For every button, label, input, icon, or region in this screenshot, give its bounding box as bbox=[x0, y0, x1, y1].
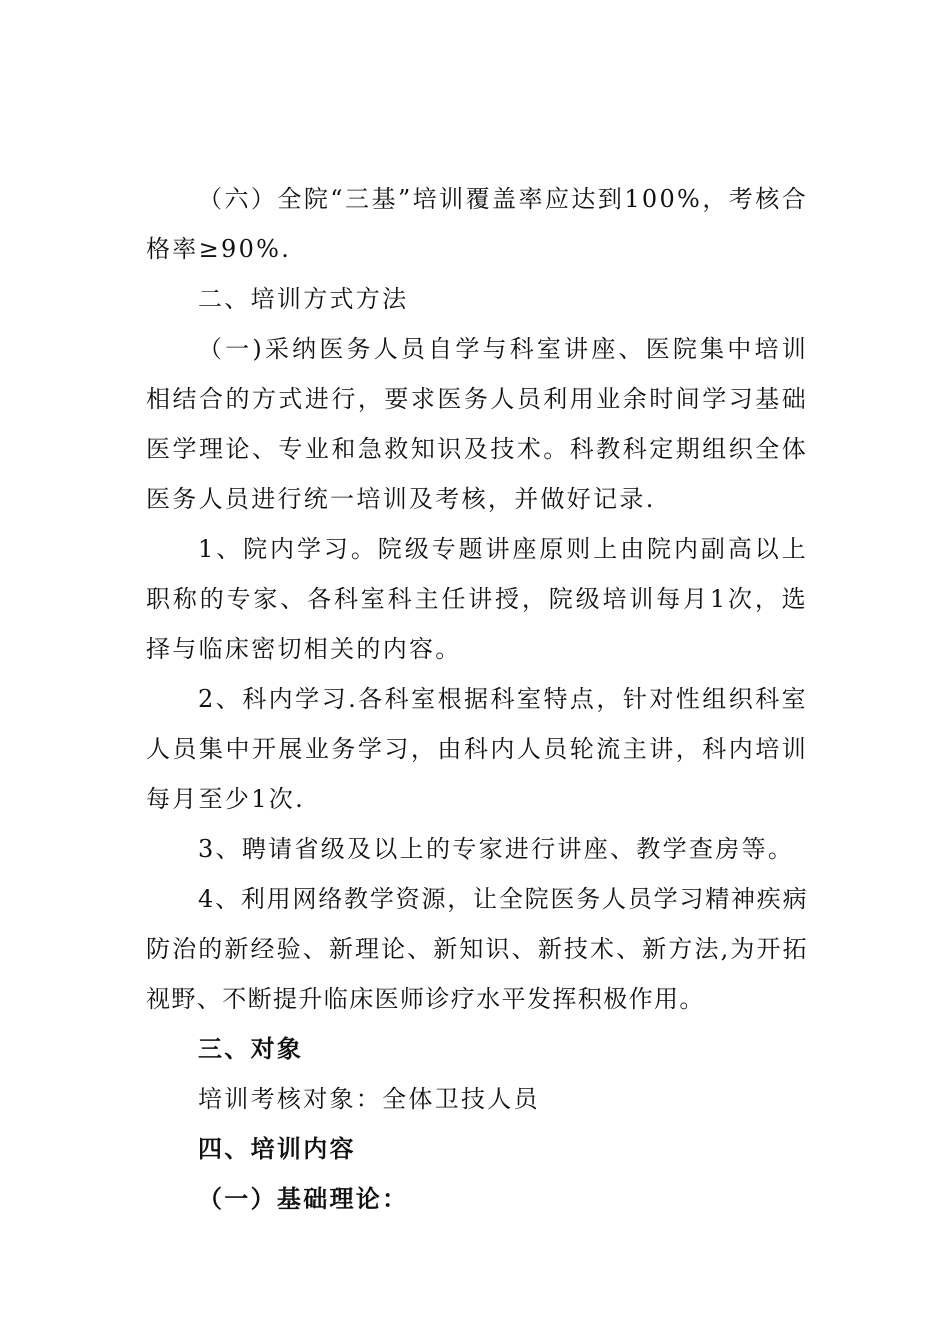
section-three-text: 培训考核对象：全体卫技人员 bbox=[198, 1085, 540, 1113]
document-body bbox=[146, 174, 808, 1224]
section-three-heading: 三、对象 bbox=[198, 1034, 304, 1063]
paragraph-coverage-rate: （六）全院“三基”培训覆盖率应达到100%，考核合格率≥90%. bbox=[146, 185, 808, 263]
paragraph-training-method: （一)采纳医务人员自学与科室讲座、医院集中培训相结合的方式进行，要求医务人员利用业余时间学习基础医学理论、专业和急救知识及技术。科教科定期组织全体医务人员进行统一培训及考核，并做好记录. bbox=[146, 335, 808, 513]
section-two-heading: 二、培训方式方法 bbox=[198, 285, 409, 313]
subsection-basic-theory-heading: （一）基础理论： bbox=[198, 1184, 409, 1213]
paragraph-department-study: 2、科内学习.各科室根据科室特点，针对性组织科室人员集中开展业务学习，由科内人员轮流主讲，科内培训每月至少1次. bbox=[146, 685, 808, 813]
paragraph-online-resources: 4、利用网络教学资源，让全院医务人员学习精神疾病防治的新经验、新理论、新知识、新技术、新方法,为开拓视野、不断提升临床医师诊疗水平发挥积极作用。 bbox=[146, 885, 808, 1013]
section-four-heading: 四、培训内容 bbox=[198, 1134, 356, 1163]
paragraph-expert-lectures: 3、聘请省级及以上的专家进行讲座、教学查房等。 bbox=[198, 835, 795, 863]
paragraph-in-hospital-study: 1、院内学习。院级专题讲座原则上由院内副高以上职称的专家、各科室科主任讲授，院级培训每月1次，选择与临床密切相关的内容。 bbox=[146, 535, 808, 663]
